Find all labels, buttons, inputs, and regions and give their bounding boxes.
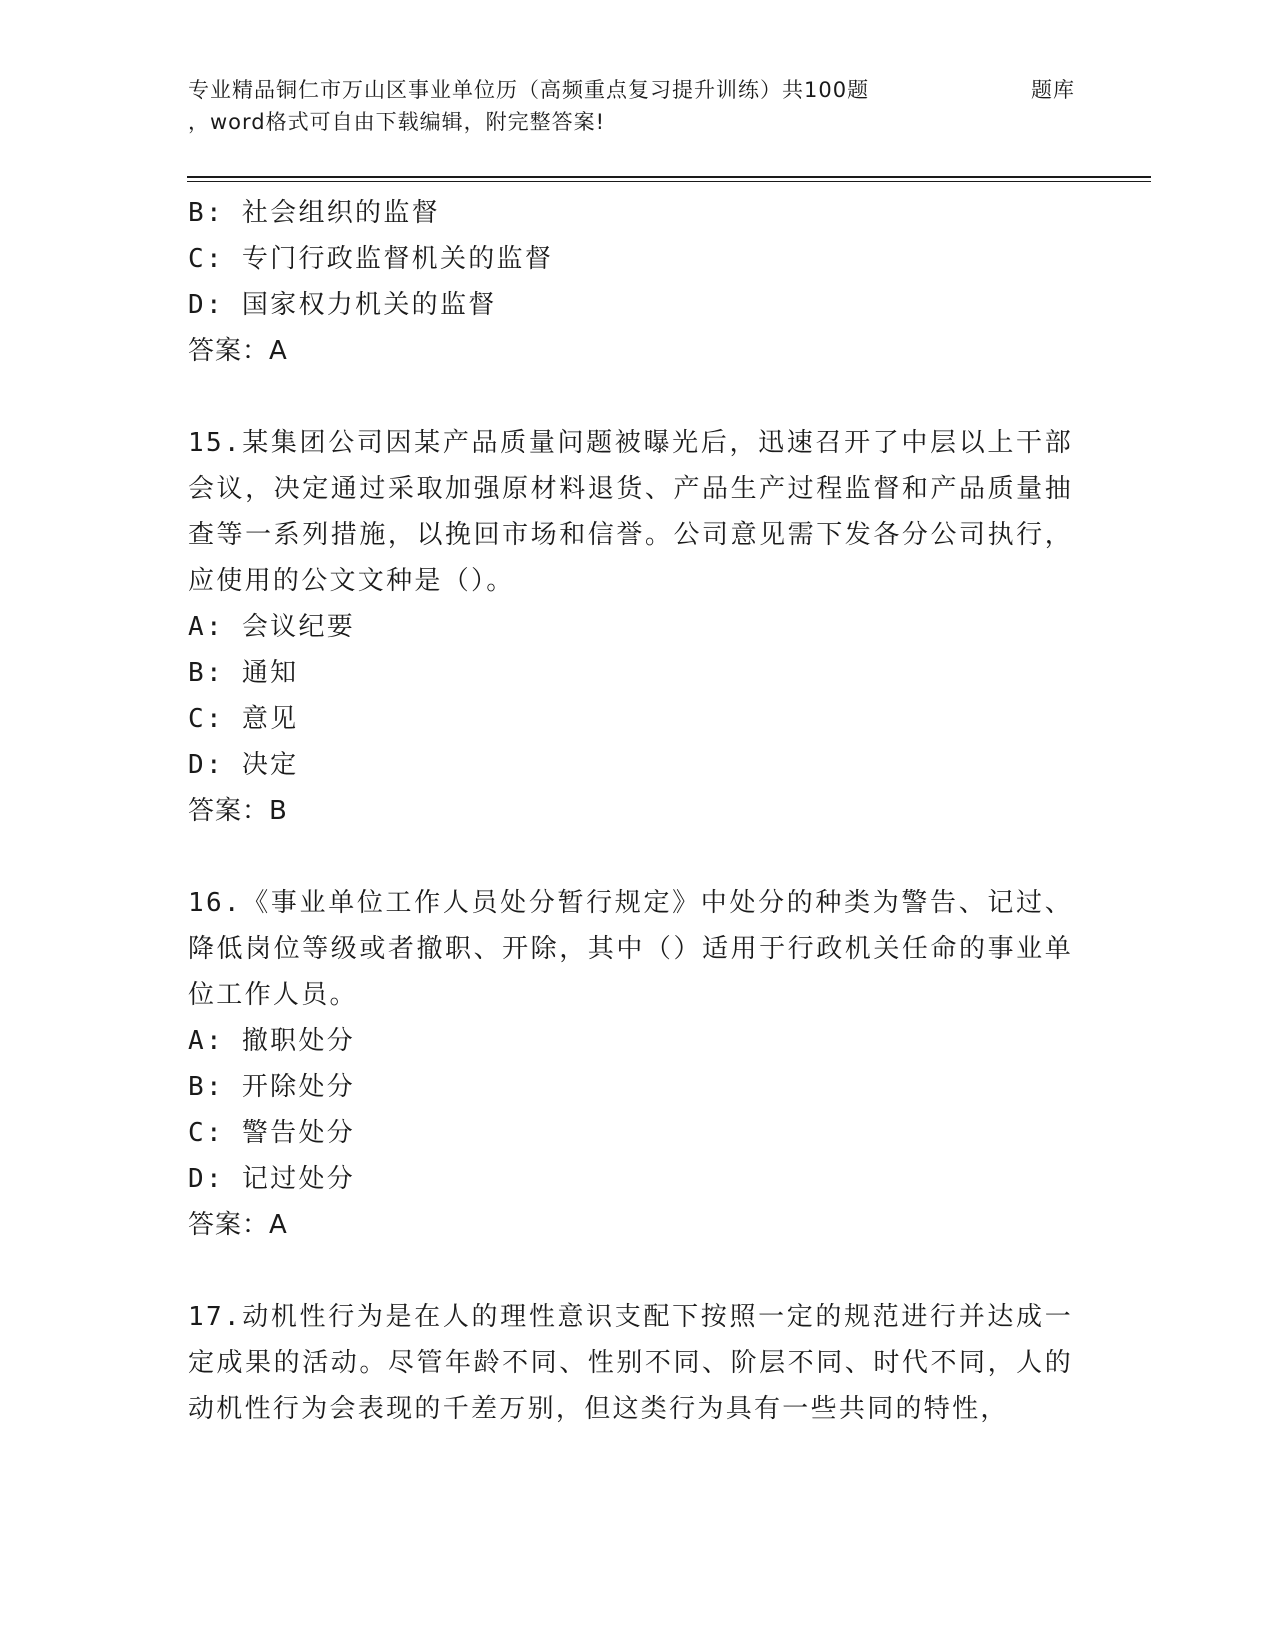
option-b: B: 社会组织的监督 [188,198,440,228]
option-c: C: 警告处分 [188,1118,356,1148]
spacer [188,374,1073,420]
header-title: 专业精品铜仁市万山区事业单位历（高频重点复习提升训练）共100题 [188,78,870,102]
header-tag: 题库 [1031,78,1075,102]
header-line-1 [188,74,1148,106]
question-stem: 17.动机性行为是在人的理性意识支配下按照一定的规范进行并达成一定成果的活动。尽管年龄不同、性别不同、阶层不同、时代不同，人的动机性行为会表现的千差万别，但这类行为具有一些共同的特性， [188,1302,1073,1424]
question-block-15 [188,420,1073,834]
header-divider-thick [187,176,1151,178]
option-a: A: 撤职处分 [188,1026,356,1056]
answer-line: 答案：A [188,336,288,366]
document-header [188,74,1148,138]
question-stem: 15.某集团公司因某产品质量问题被曝光后，迅速召开了中层以上干部会议，决定通过采取加强原材料退货、产品生产过程监督和产品质量抽查等一系列措施，以挽回市场和信誉。公司意见需下发各分公司执行，应使用的公文文种是（）。 [188,428,1073,596]
header-divider-thin [187,181,1151,182]
option-b: B: 开除处分 [188,1072,356,1102]
option-d: D: 决定 [188,750,299,780]
header-line-2: ，word格式可自由下载编辑，附完整答案! [188,110,606,134]
option-d: D: 记过处分 [188,1164,356,1194]
document-body [188,190,1073,1432]
option-d: D: 国家权力机关的监督 [188,290,497,320]
option-c: C: 意见 [188,704,299,734]
option-c: C: 专门行政监督机关的监督 [188,244,554,274]
option-b: B: 通知 [188,658,299,688]
spacer [188,1248,1073,1294]
question-stem: 16.《事业单位工作人员处分暂行规定》中处分的种类为警告、记过、降低岗位等级或者撤职、开除，其中（）适用于行政机关任命的事业单位工作人员。 [188,888,1073,1010]
question-block-17 [188,1294,1073,1432]
option-a: A: 会议纪要 [188,612,356,642]
question-block-14 [188,190,1073,374]
spacer [188,834,1073,880]
answer-line: 答案：A [188,1210,288,1240]
question-block-16 [188,880,1073,1248]
answer-line: 答案：B [188,796,288,826]
